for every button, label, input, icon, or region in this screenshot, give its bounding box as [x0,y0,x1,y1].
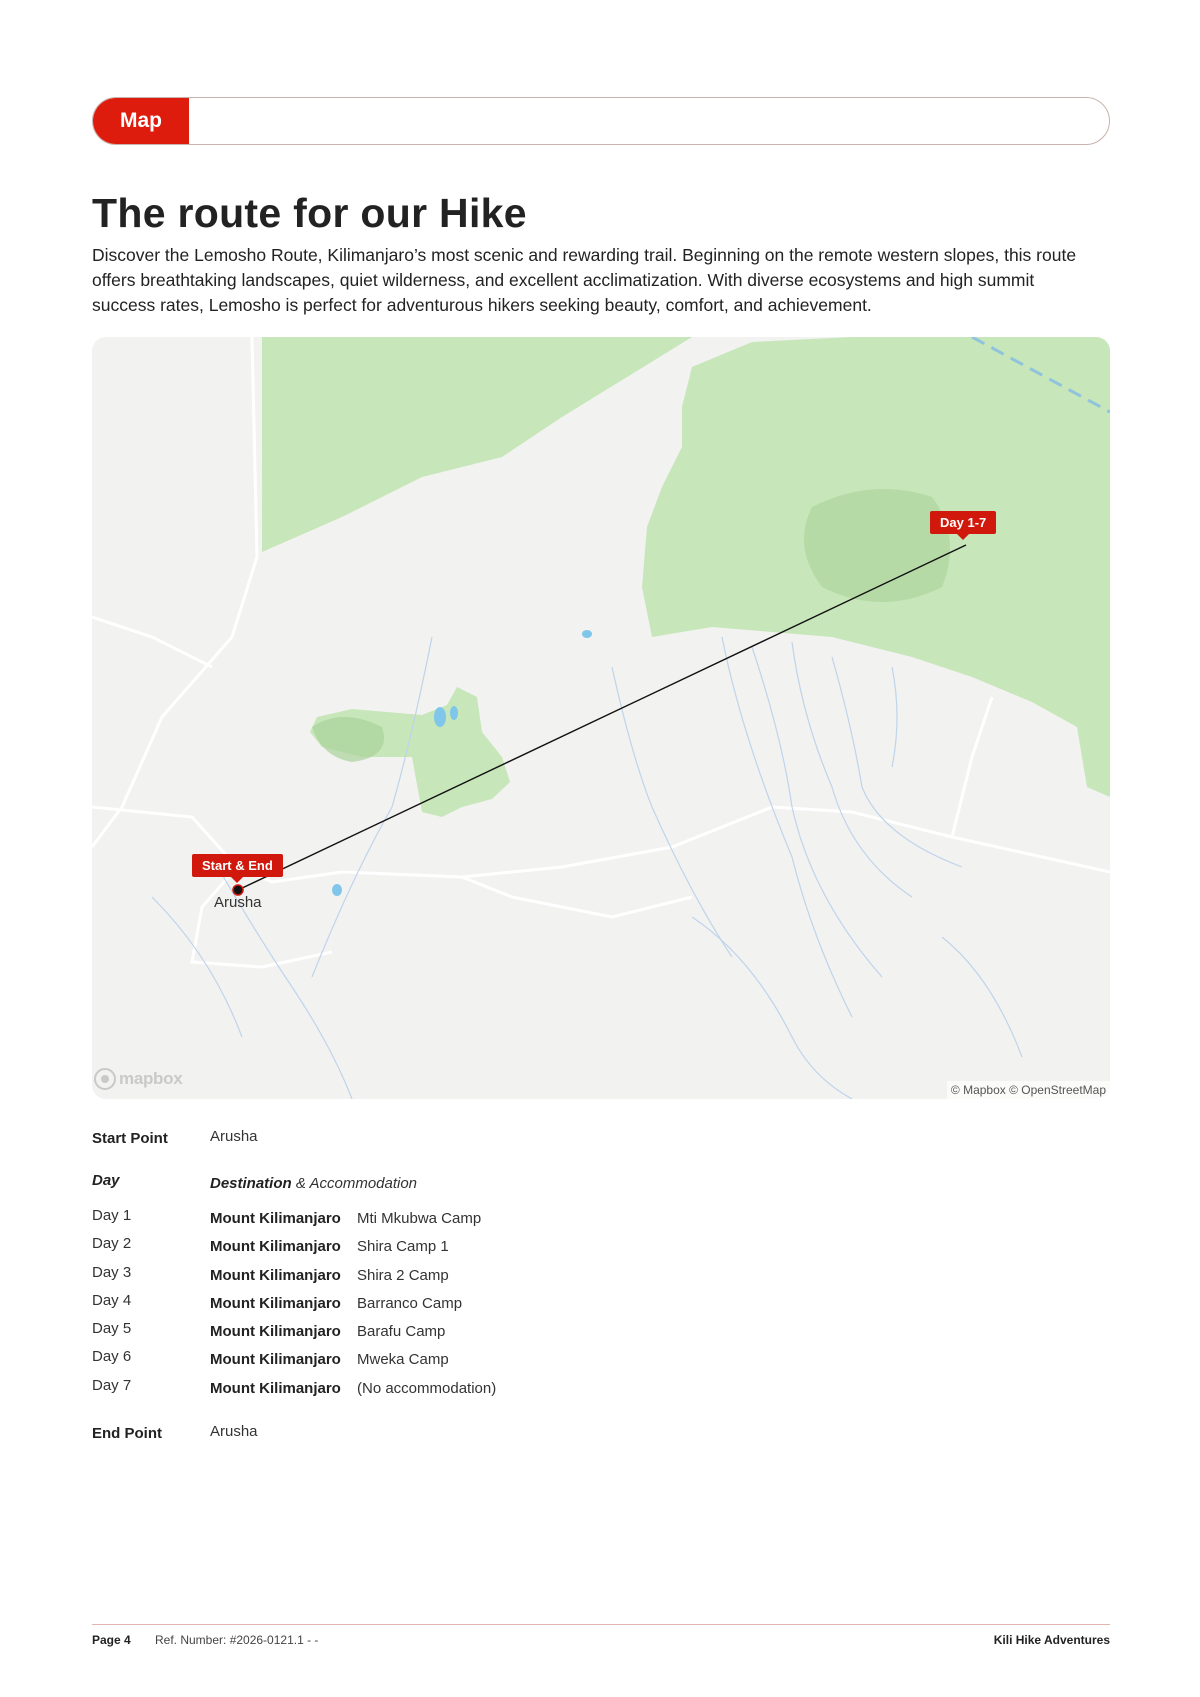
footer-company-name: Kili Hike Adventures [993,1633,1110,1647]
lake [434,707,446,727]
itinerary-row [92,1207,692,1235]
itinerary-day: Day 3 [92,1263,132,1281]
itinerary-accommodation: Shira 2 Camp [357,1266,449,1284]
itinerary-day: Day 7 [92,1376,132,1394]
itinerary-row [92,1292,692,1320]
lake [450,706,458,720]
itinerary-destination: Mount Kilimanjaro [210,1238,341,1256]
page-title: The route for our Hike [92,190,527,236]
section-tab-map: Map [93,98,189,144]
itinerary-row [92,1377,692,1405]
day-marker[interactable]: Day 1-7 [930,511,996,534]
itinerary-accommodation: Mti Mkubwa Camp [357,1210,482,1227]
end-point-value: Arusha [210,1423,258,1440]
itinerary-accommodation: Shira Camp 1 [357,1238,449,1256]
itinerary-accommodation: Barranco Camp [357,1294,463,1312]
itinerary-destination: Mount Kilimanjaro [210,1266,341,1284]
column-header-accommodation: & Accommodation [295,1175,418,1192]
mapbox-logo-text: mapbox [119,1069,183,1088]
itinerary-destination: Mount Kilimanjaro [210,1379,341,1397]
itinerary-destination: Mount Kilimanjaro [210,1210,341,1227]
footer-divider [92,1624,1110,1625]
column-header-day: Day [92,1172,120,1189]
itinerary-day: Day 5 [92,1320,132,1338]
column-header-destination [210,1175,417,1192]
itinerary-row [92,1264,692,1292]
intro-paragraph: Discover the Lemosho Route, Kilimanjaro’s most scenic and rewarding trail. Beginning on the remote western slopes, this route offers breathtaking landscapes, quiet wilderness, and excellent acclimatization. With diverse ecosystems and high summit success rates, Lemosho is perfect for adventurous hikers seeking beauty, comfort, and achievement. [92,245,1077,315]
itinerary-accommodation: (No accommodation) [357,1379,497,1397]
lake [582,630,592,638]
map-canvas [92,337,1110,1099]
itinerary-day: Day 2 [92,1235,132,1253]
itinerary-day: Day 6 [92,1348,132,1366]
route-map[interactable] [92,337,1110,1099]
mapbox-icon [94,1068,116,1090]
end-point-label: End Point [92,1425,162,1442]
itinerary-row [92,1348,692,1376]
kibo-summit-shade [804,489,950,602]
itinerary-day: Day 4 [92,1291,132,1309]
itinerary-destination: Mount Kilimanjaro [210,1294,341,1312]
section-header-bar [92,97,1110,145]
itinerary-row [92,1320,692,1348]
itinerary-destination: Mount Kilimanjaro [210,1351,341,1369]
start-point-value: Arusha [210,1128,258,1145]
map-attribution[interactable]: © Mapbox © OpenStreetMap [947,1081,1110,1099]
start-point-label: Start Point [92,1130,168,1147]
footer-page-number: Page 4 [92,1633,131,1647]
footer-reference-number: Ref. Number: #2026-0121.1 - - [155,1633,319,1647]
city-label-arusha: Arusha [214,894,262,911]
itinerary-day: Day 1 [92,1207,132,1224]
mapbox-logo[interactable] [94,1068,182,1090]
lake [332,884,342,896]
itinerary-list [92,1207,692,1405]
column-header-destination-strong: Destination [210,1175,292,1192]
start-end-marker[interactable]: Start & End [192,854,283,877]
itinerary-destination: Mount Kilimanjaro [210,1323,341,1341]
itinerary-row [92,1235,692,1263]
itinerary-accommodation: Mweka Camp [357,1351,449,1369]
itinerary-accommodation: Barafu Camp [357,1323,446,1341]
